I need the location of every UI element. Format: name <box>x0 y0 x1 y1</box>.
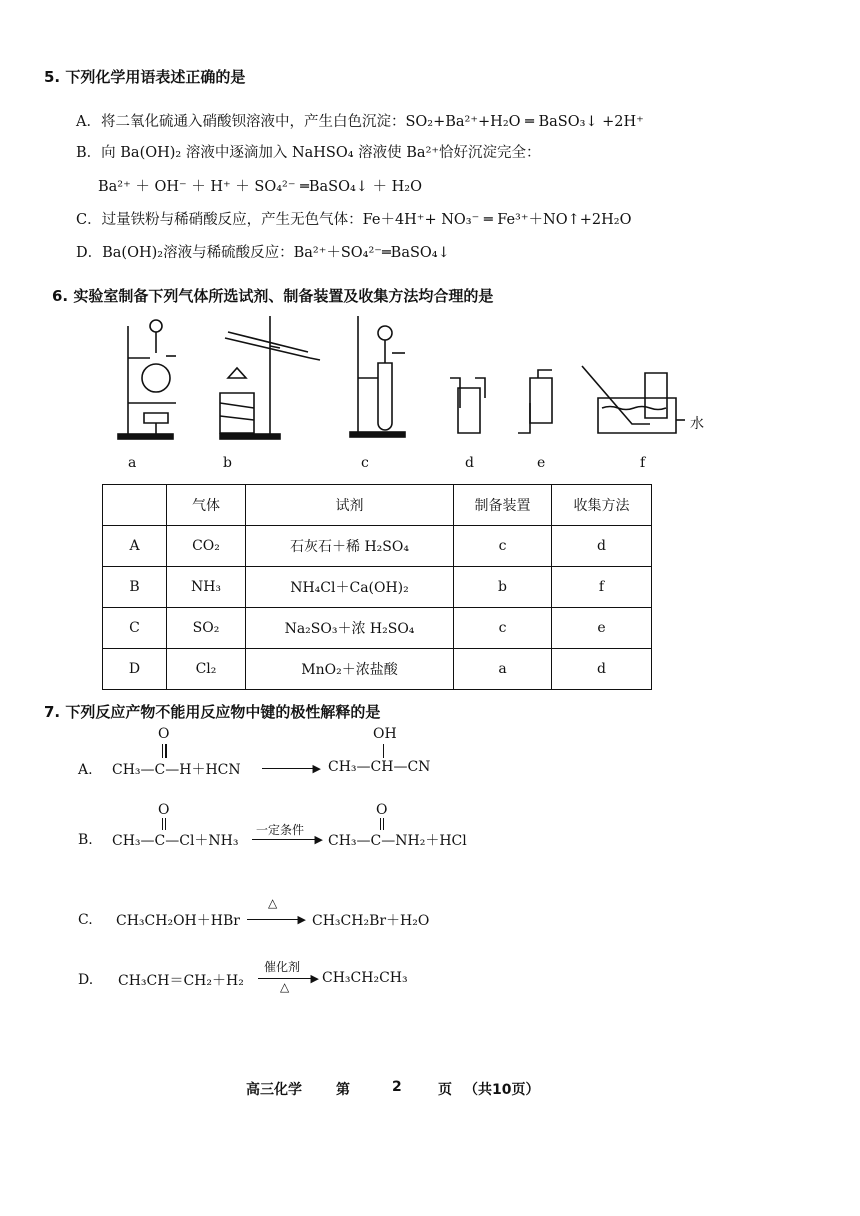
q5-stem: 5. 下列化学用语表述正确的是 <box>44 68 246 86</box>
apparatus-figure <box>110 308 730 443</box>
water-label: 水 <box>690 416 704 432</box>
reaction-arrow: ▶ <box>258 978 316 979</box>
reaction-arrow: ▶ <box>252 839 320 840</box>
table-cell: c <box>454 608 552 649</box>
q7-d-product: CH₃CH₂CH₃ <box>322 970 408 986</box>
q7-b-label: B. <box>78 832 93 848</box>
apparatus-d <box>450 378 485 433</box>
table-cell: d <box>552 526 652 567</box>
gas-table <box>102 484 652 690</box>
table-row <box>103 608 652 649</box>
footer-subject: 高三化学 <box>246 1082 302 1098</box>
q7-a-label: A. <box>78 762 93 778</box>
q7-c-product: CH₃CH₂Br＋H₂O <box>312 913 430 929</box>
double-bond-mark <box>162 744 164 758</box>
table-cell: NH₃ <box>167 567 246 608</box>
apparatus-label-b: b <box>223 455 232 471</box>
apparatus-c <box>350 316 405 437</box>
q7-a-product: CH₃—CH—CN <box>328 759 431 775</box>
q7-d-reactant: CH₃CH＝CH₂＋H₂ <box>118 973 244 989</box>
table-header: 气体 <box>167 485 246 526</box>
reaction-arrow: ▶ <box>262 768 318 769</box>
table-cell: 石灰石＋稀 H₂SO₄ <box>246 526 454 567</box>
apparatus-b <box>220 316 320 439</box>
apparatus-label-a: a <box>128 455 137 471</box>
q5-option-b: B．向 Ba(OH)₂ 溶液中逐滴加入 NaHSO₄ 溶液使 Ba²⁺恰好沉淀完全： <box>76 145 541 161</box>
table-cell: A <box>103 526 167 567</box>
table-cell: b <box>454 567 552 608</box>
table-cell: NH₄Cl＋Ca(OH)₂ <box>246 567 454 608</box>
double-bond-mark <box>162 818 163 830</box>
single-bond-mark <box>383 744 384 758</box>
apparatus-label-c: c <box>361 455 369 471</box>
table-header <box>103 485 167 526</box>
q5-option-c: C．过量铁粉与稀硝酸反应，产生无色气体：Fe＋4H⁺+ NO₃⁻ ═ Fe³⁺＋NO↑+2H₂O <box>76 212 632 228</box>
table-cell: d <box>552 649 652 690</box>
q7-b-condition: 一定条件 <box>256 823 305 837</box>
table-cell: MnO₂＋浓盐酸 <box>246 649 454 690</box>
apparatus-a <box>118 320 176 439</box>
q5-option-a: A．将二氧化硫通入硝酸钡溶液中，产生白色沉淀：SO₂+Ba²⁺+H₂O ═ BaSO₃↓ +2H⁺ <box>76 114 644 130</box>
footer-page-number: 2 <box>392 1079 402 1095</box>
table-header-row <box>103 485 652 526</box>
apparatus-e <box>518 370 552 433</box>
q7-d-heat: △ <box>280 980 290 994</box>
q7-b-reactant: CH₃—C—Cl＋NH₃ <box>112 833 239 849</box>
q7-a-oxygen: O <box>158 726 170 742</box>
table-cell: e <box>552 608 652 649</box>
q7-b-oxygen: O <box>158 802 170 818</box>
table-row <box>103 567 652 608</box>
table-row <box>103 649 652 690</box>
table-cell: a <box>454 649 552 690</box>
q5-option-b-equation: Ba²⁺ ＋ OH⁻ ＋ H⁺ ＋ SO₄²⁻ ═BaSO₄↓ ＋ H₂O <box>98 179 422 195</box>
table-header: 收集方法 <box>552 485 652 526</box>
apparatus-label-e: e <box>537 455 546 471</box>
table-cell: B <box>103 567 167 608</box>
table-row <box>103 526 652 567</box>
table-cell: Cl₂ <box>167 649 246 690</box>
q7-b-product: CH₃—C—NH₂＋HCl <box>328 833 467 849</box>
table-header: 试剂 <box>246 485 454 526</box>
footer-di: 第 <box>336 1082 350 1098</box>
table-cell: CO₂ <box>167 526 246 567</box>
table-header: 制备装置 <box>454 485 552 526</box>
q7-a-hydroxyl: OH <box>373 726 397 742</box>
q7-d-catalyst: 催化剂 <box>264 960 301 974</box>
q7-c-condition: △ <box>268 896 278 910</box>
q7-c-label: C. <box>78 912 93 928</box>
q7-a-reactant: CH₃—C—H＋HCN <box>112 762 241 778</box>
table-cell: SO₂ <box>167 608 246 649</box>
table-cell: C <box>103 608 167 649</box>
double-bond-mark <box>380 818 381 830</box>
table-cell: Na₂SO₃＋浓 H₂SO₄ <box>246 608 454 649</box>
table-cell: f <box>552 567 652 608</box>
reaction-arrow: ▶ <box>247 919 303 920</box>
q6-stem: 6. 实验室制备下列气体所选试剂、制备装置及收集方法均合理的是 <box>52 287 494 305</box>
q5-option-d: D．Ba(OH)₂溶液与稀硫酸反应：Ba²⁺＋SO₄²⁻═BaSO₄↓ <box>76 245 450 261</box>
q7-d-label: D. <box>78 972 94 988</box>
apparatus-label-d: d <box>465 455 474 471</box>
table-cell: c <box>454 526 552 567</box>
apparatus-label-f: f <box>640 455 646 471</box>
table-cell: D <box>103 649 167 690</box>
apparatus-f <box>582 366 685 433</box>
footer-ye: 页 <box>438 1082 452 1098</box>
q7-stem: 7. 下列反应产物不能用反应物中键的极性解释的是 <box>44 703 381 721</box>
footer-total: （共10页） <box>464 1082 540 1098</box>
q7-b-product-oxygen: O <box>376 802 388 818</box>
q7-c-reactant: CH₃CH₂OH＋HBr <box>116 913 240 929</box>
